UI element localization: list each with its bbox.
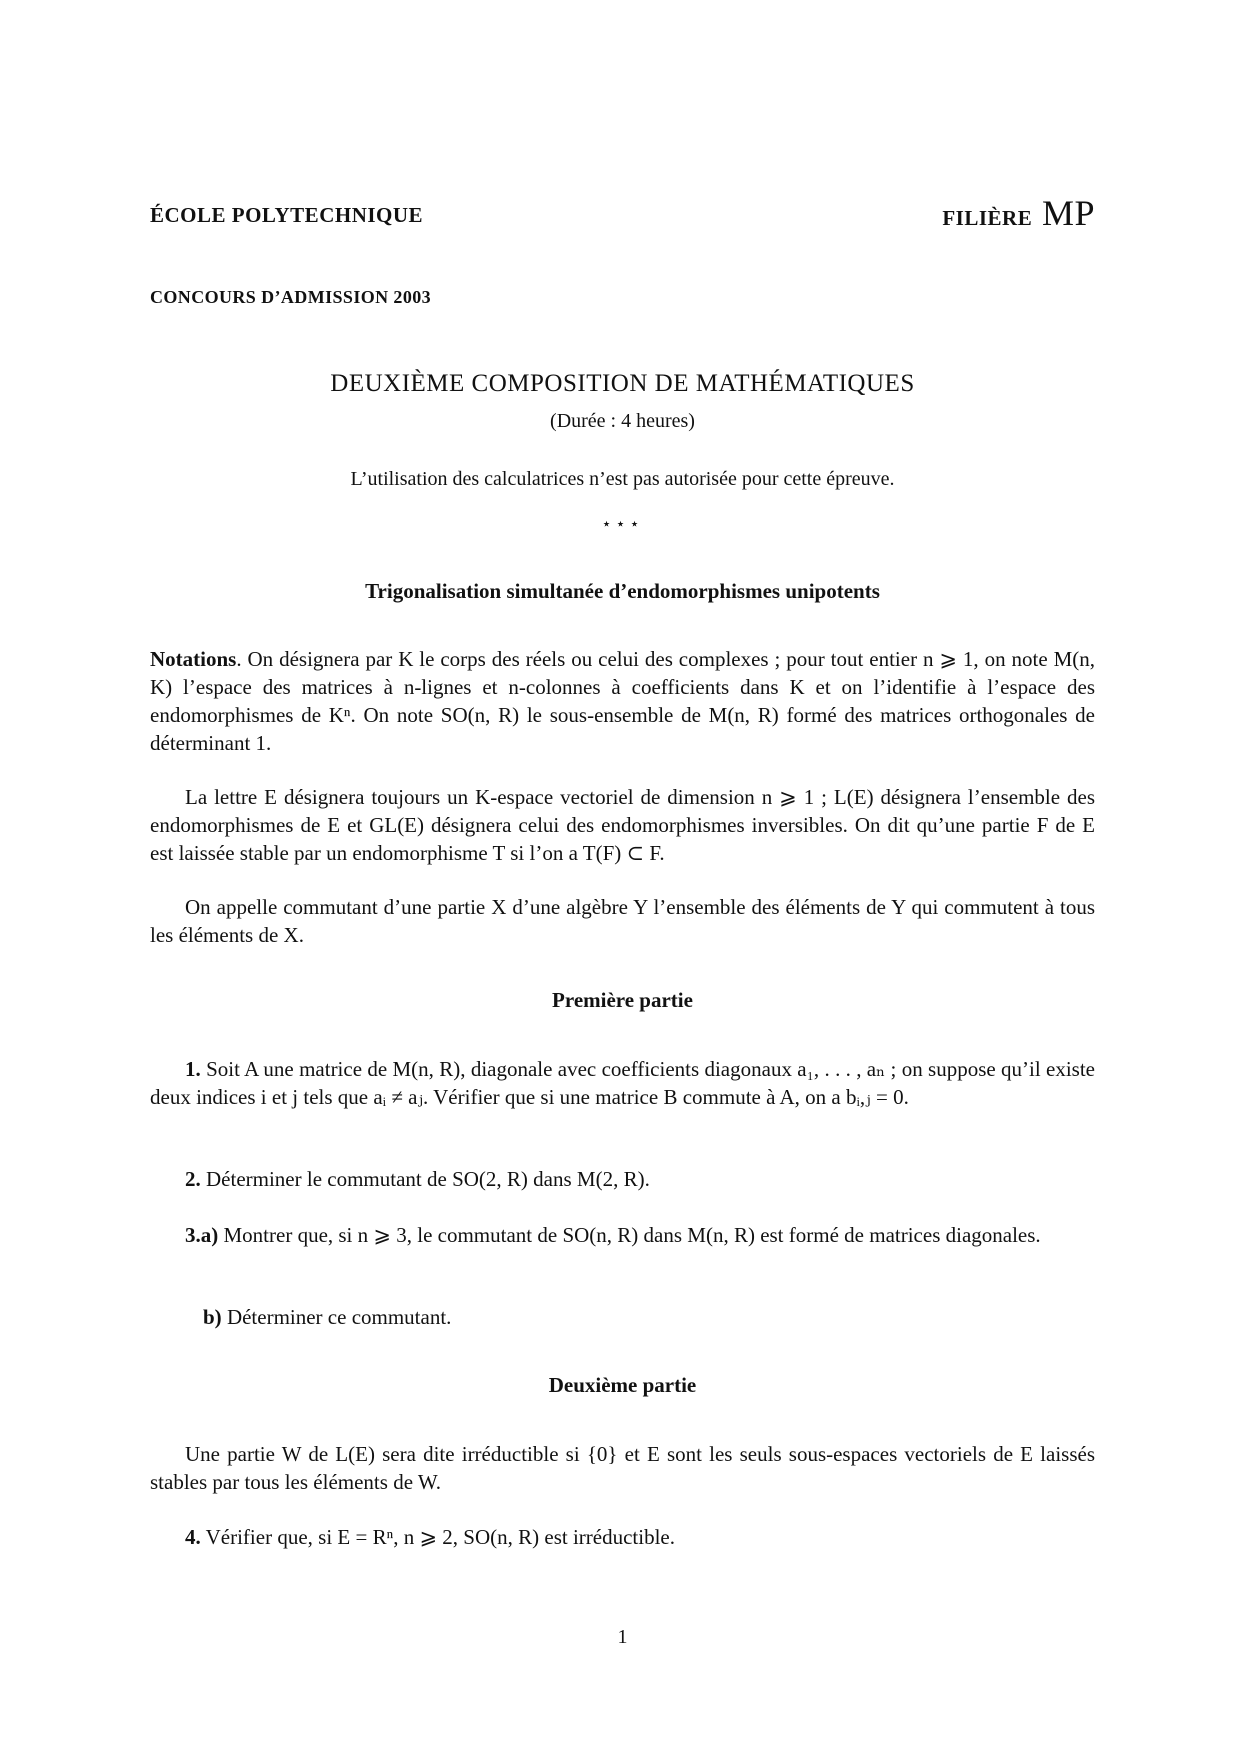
filiere-header bbox=[942, 192, 1095, 234]
question-2 bbox=[150, 1165, 1095, 1193]
subject-title: Trigonalisation simultanée d’endomorphismes unipotents bbox=[365, 579, 880, 603]
concours-line: CONCOURS D’ADMISSION 2003 bbox=[150, 287, 432, 307]
separator-stars: ⋆⋆⋆ bbox=[601, 516, 644, 533]
filiere-code: MP bbox=[1041, 193, 1095, 233]
notations-text: . On désignera par K le corps des réels ou celui des complexes ; pour tout entier n ⩾ 1, on note M(n, K) l’espace des matrices à n-lignes et n-colonnes à coefficients dans K et on l’identifie à l’espace des endomorphismes de Kⁿ. On note SO(n, R) le sous-ensemble de M(n, R) formé des matrices orthogonales de déterminant 1. bbox=[150, 647, 1095, 755]
notations-paragraph bbox=[150, 645, 1095, 757]
paragraph-E: La lettre E désignera toujours un K-espace vectoriel de dimension n ⩾ 1 ; L(E) désignera l’ensemble des endomorphismes de E et GL(E) désignera celui des endomorphismes inversibles. On dit qu’une partie F de E est laissée stable par un endomorphisme T si l’on a T(F) ⊂ F. bbox=[150, 785, 1095, 865]
school-name: ÉCOLE POLYTECHNIQUE bbox=[150, 203, 424, 227]
page-number: 1 bbox=[617, 1626, 628, 1648]
question-3b-number: b) bbox=[203, 1305, 222, 1329]
part1-title: Première partie bbox=[552, 988, 693, 1012]
question-3b bbox=[150, 1303, 1095, 1331]
exam-title: DEUXIÈME COMPOSITION DE MATHÉMATIQUES bbox=[330, 370, 915, 397]
question-3b-text: Déterminer ce commutant. bbox=[221, 1305, 452, 1329]
question-1-number: 1. bbox=[185, 1057, 201, 1081]
exam-duration: (Durée : 4 heures) bbox=[550, 410, 695, 432]
exam-page bbox=[150, 0, 1095, 1754]
question-3a-text: Montrer que, si n ⩾ 3, le commutant de SO(n, R) dans M(n, R) est formé de matrices diagonales. bbox=[218, 1223, 1041, 1247]
question-4 bbox=[150, 1523, 1095, 1551]
filiere-label: FILIÈRE bbox=[942, 206, 1033, 230]
calculator-notice: L’utilisation des calculatrices n’est pas autorisée pour cette épreuve. bbox=[350, 468, 895, 490]
question-3a bbox=[150, 1221, 1095, 1249]
question-1 bbox=[150, 1055, 1095, 1111]
notations-label: Notations bbox=[150, 647, 237, 671]
question-4-text: Vérifier que, si E = Rⁿ, n ⩾ 2, SO(n, R) est irréductible. bbox=[200, 1525, 675, 1549]
question-4-number: 4. bbox=[185, 1525, 201, 1549]
question-2-number: 2. bbox=[185, 1167, 201, 1191]
question-2-text: Déterminer le commutant de SO(2, R) dans M(2, R). bbox=[200, 1167, 650, 1191]
question-3a-number: 3.a) bbox=[185, 1223, 219, 1247]
question-1-text: Soit A une matrice de M(n, R), diagonale avec coefficients diagonaux a₁, . . . , aₙ ; on suppose qu’il existe deux indices i et j tels que aᵢ ≠ aⱼ. Vérifier que si une matrice B commute à A, on a bᵢ,ⱼ = 0. bbox=[150, 1057, 1095, 1109]
paragraph-commutant: On appelle commutant d’une partie X d’une algèbre Y l’ensemble des éléments de Y qui commutent à tous les éléments de X. bbox=[150, 895, 1095, 947]
part2-intro: Une partie W de L(E) sera dite irréductible si {0} et E sont les seuls sous-espaces vectoriels de E laissés stables par tous les éléments de W. bbox=[150, 1442, 1095, 1494]
part2-title: Deuxième partie bbox=[548, 1373, 697, 1397]
